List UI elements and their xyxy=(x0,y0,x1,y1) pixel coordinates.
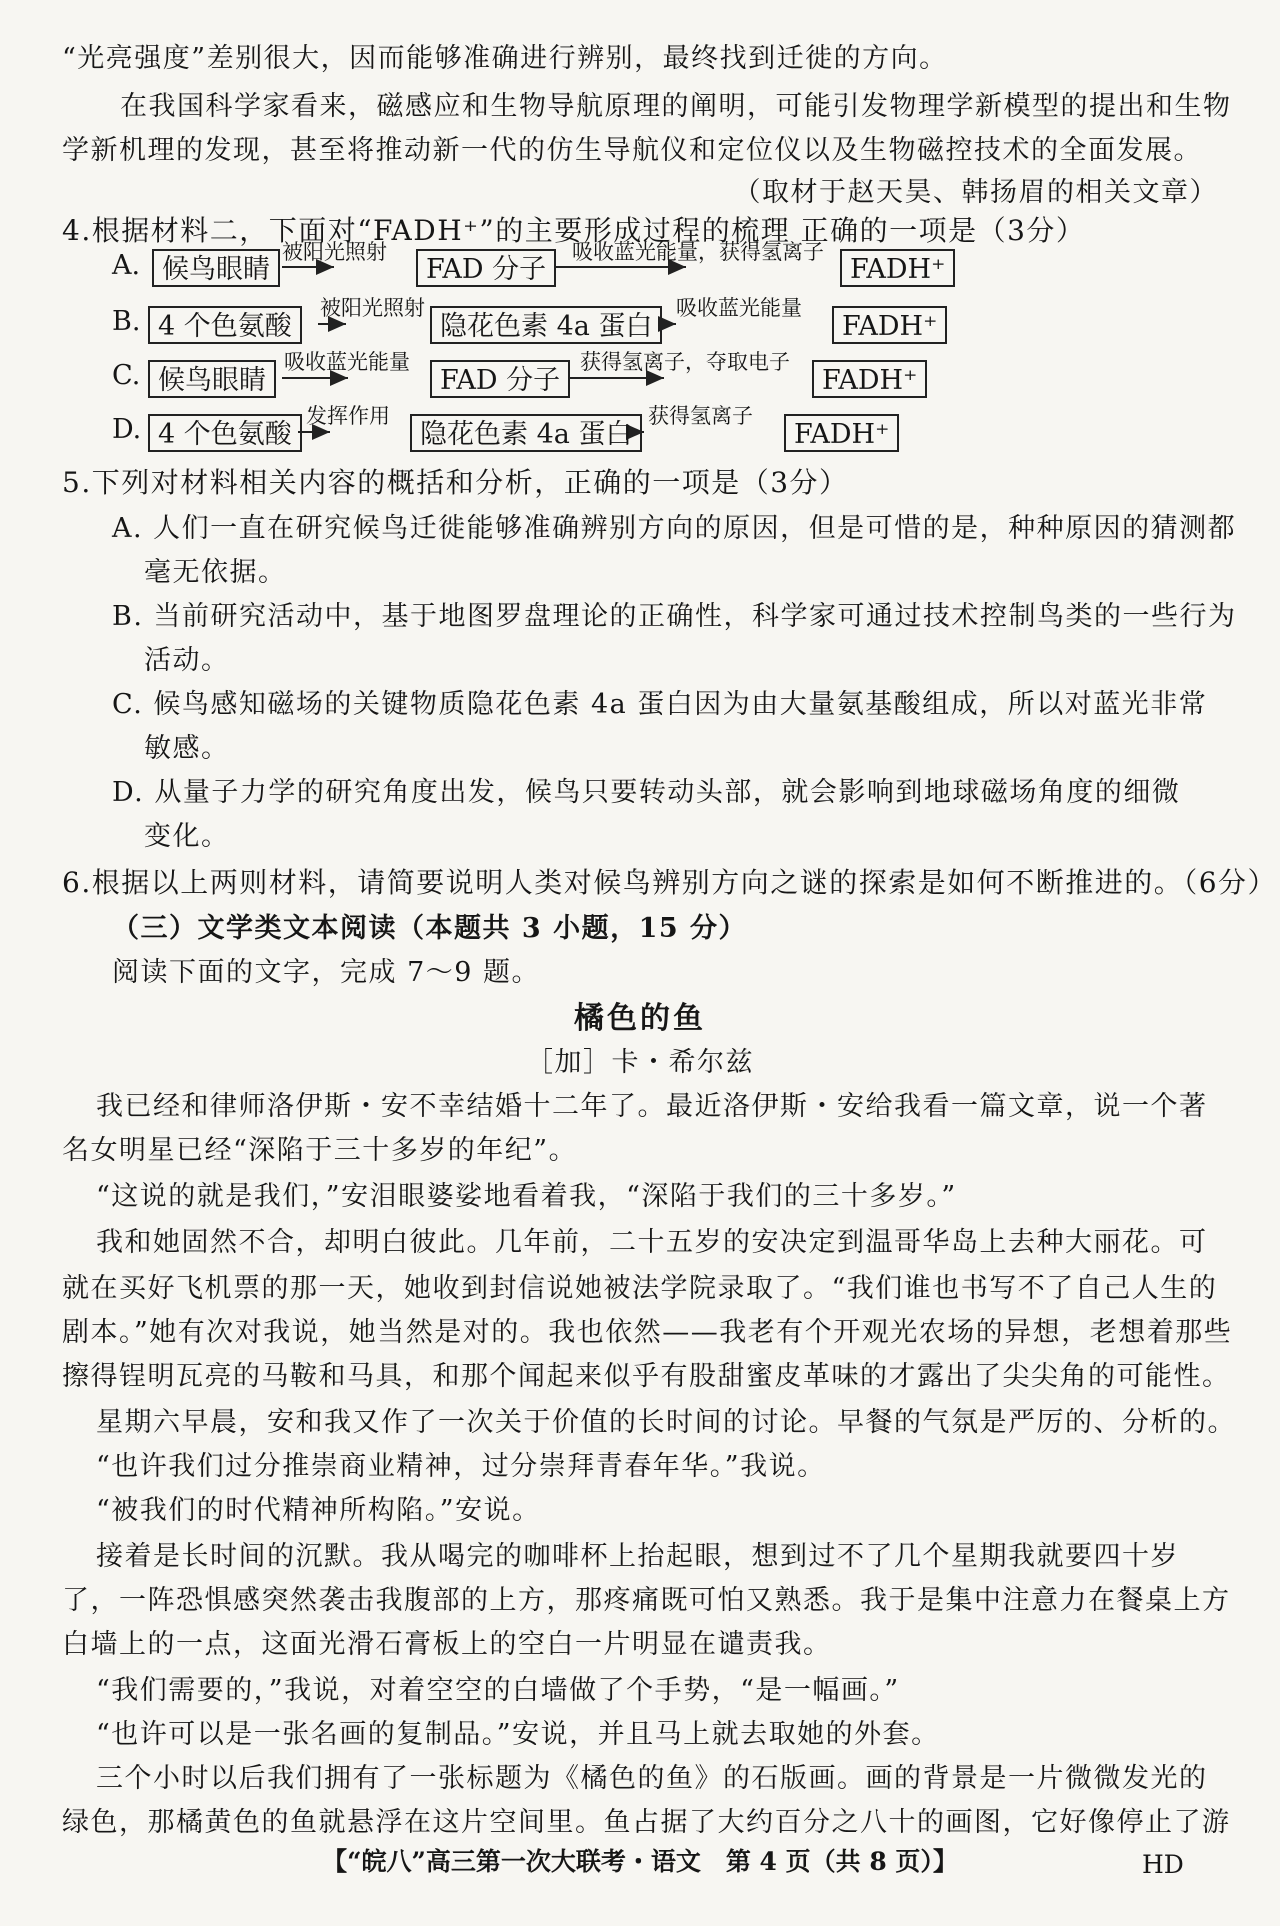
option-line: B. 当前研究活动中，基于地图罗盘理论的正确性，科学家可通过技术控制鸟类的一些行为 xyxy=(112,601,1237,632)
option-a-label-2: 吸收蓝光能量，获得氢离子 xyxy=(572,240,824,264)
option-line: C. 候鸟感知磁场的关键物质隐花色素 4a 蛋白因为由大量氨基酸组成，所以对蓝光非常 xyxy=(112,689,1208,720)
option-line: D. 从量子力学的研究角度出发，候鸟只要转动头部，就会影响到地球磁场角度的细微 xyxy=(112,777,1181,808)
option-c-label-2: 获得氢离子，夺取电子 xyxy=(580,350,790,374)
option-c-label-1: 吸收蓝光能量 xyxy=(284,350,410,374)
question-6-stem: 6.根据以上两则材料，请简要说明人类对候鸟辨别方向之谜的探索是如何不断推进的。（6分） xyxy=(62,866,1278,899)
option-d-box-1: 4 个色氨酸 xyxy=(148,414,302,452)
question-4-stem: 4.根据材料二，下面对“FADH⁺”的主要形成过程的梳理 正确的一项是（3分） xyxy=(62,214,1086,247)
story-line: 剧本。”她有次对我说，她当然是对的。我也依然——我老有个开观光农场的异想，老想着那些 xyxy=(62,1317,1233,1348)
option-c-box-1: 候鸟眼睛 xyxy=(148,360,276,398)
option-b-letter: B. xyxy=(112,306,141,337)
story-line: 就在买好飞机票的那一天，她收到封信说她被法学院录取了。“我们谁也书写不了自己人生的 xyxy=(62,1273,1218,1304)
option-a-box-3: FADH⁺ xyxy=(840,249,955,287)
option-c-letter: C. xyxy=(112,360,141,391)
option-a-box-2: FAD 分子 xyxy=(416,249,556,287)
option-line: 毫无依据。 xyxy=(144,557,287,588)
passage-line: 学新机理的发现，甚至将推动新一代的仿生导航仪和定位仪以及生物磁控技术的全面发展。 xyxy=(62,135,1202,166)
option-line: A. 人们一直在研究候鸟迁徙能够准确辨别方向的原因，但是可惜的是，种种原因的猜测都 xyxy=(112,513,1237,544)
option-c-box-2: FAD 分子 xyxy=(430,360,570,398)
source-citation: （取材于赵天昊、韩扬眉的相关文章） xyxy=(733,177,1218,208)
option-d-box-2: 隐花色素 4a 蛋白 xyxy=(410,414,642,452)
story-line: 我和她固然不合，却明白彼此。几年前，二十五岁的安决定到温哥华岛上去种大丽花。可 xyxy=(96,1227,1208,1258)
story-line: 擦得锃明瓦亮的马鞍和马具，和那个闻起来似乎有股甜蜜皮革味的才露出了尖尖角的可能性。 xyxy=(62,1361,1231,1392)
story-line: 星期六早晨，安和我又作了一次关于价值的长时间的讨论。早餐的气氛是严厉的、分析的。 xyxy=(96,1407,1236,1438)
story-title: 橘色的鱼 xyxy=(574,1001,706,1036)
story-line: 了，一阵恐惧感突然袭击我腹部的上方，那疼痛既可怕又熟悉。我于是集中注意力在餐桌上方 xyxy=(62,1585,1231,1616)
option-a-letter: A. xyxy=(112,250,141,281)
story-line: “我们需要的，”我说，对着空空的白墙做了个手势，“是一幅画。” xyxy=(96,1675,900,1706)
page-footer: 【“皖八”高三第一次大联考・语文 第 4 页（共 8 页）】 xyxy=(322,1847,958,1876)
option-b-box-3: FADH⁺ xyxy=(832,306,947,344)
story-line: “也许我们过分推崇商业精神，过分崇拜青春年华。”我说。 xyxy=(96,1451,826,1482)
story-line: “被我们的时代精神所构陷。”安说。 xyxy=(96,1495,541,1526)
option-b-box-2: 隐花色素 4a 蛋白 xyxy=(430,306,662,344)
story-line: 三个小时以后我们拥有了一张标题为《橘色的鱼》的石版画。画的背景是一片微微发光的 xyxy=(96,1763,1208,1794)
section-instruction: 阅读下面的文字，完成 7～9 题。 xyxy=(112,957,541,988)
option-line: 变化。 xyxy=(144,821,230,852)
option-d-label-2: 获得氢离子 xyxy=(648,404,753,428)
story-line: 白墙上的一点，这面光滑石膏板上的空白一片明显在谴责我。 xyxy=(62,1629,832,1660)
footer-code: HD xyxy=(1142,1850,1184,1879)
option-d-box-3: FADH⁺ xyxy=(784,414,899,452)
option-b-box-1: 4 个色氨酸 xyxy=(148,306,302,344)
option-c-box-3: FADH⁺ xyxy=(812,360,927,398)
option-d-letter: D. xyxy=(112,414,142,445)
question-5-stem: 5.下列对材料相关内容的概括和分析，正确的一项是（3分） xyxy=(62,466,849,499)
story-line: 绿色，那橘黄色的鱼就悬浮在这片空间里。鱼占据了大约百分之八十的画图，它好像停止了游 xyxy=(62,1807,1231,1838)
story-line: “这说的就是我们，”安泪眼婆娑地看着我，“深陷于我们的三十多岁。” xyxy=(96,1181,957,1212)
option-b-label-2: 吸收蓝光能量 xyxy=(676,296,802,320)
passage-line: “光亮强度”差别很大，因而能够准确进行辨别，最终找到迁徙的方向。 xyxy=(62,43,948,74)
story-line: 我已经和律师洛伊斯・安不幸结婚十二年了。最近洛伊斯・安给我看一篇文章，说一个著 xyxy=(96,1091,1208,1122)
story-author: ［加］卡・希尔兹 xyxy=(526,1047,754,1078)
option-a-label-1: 被阳光照射 xyxy=(282,240,387,264)
story-line: “也许可以是一张名画的复制品。”安说，并且马上就去取她的外套。 xyxy=(96,1719,940,1750)
section-heading: （三）文学类文本阅读（本题共 3 小题，15 分） xyxy=(112,913,748,944)
option-line: 活动。 xyxy=(144,645,230,676)
option-line: 敏感。 xyxy=(144,733,230,764)
story-line: 名女明星已经“深陷于三十多岁的年纪”。 xyxy=(62,1135,578,1166)
passage-line: 在我国科学家看来，磁感应和生物导航原理的阐明，可能引发物理学新模型的提出和生物 xyxy=(120,91,1232,122)
option-a-box-1: 候鸟眼睛 xyxy=(152,249,280,287)
option-b-label-1: 被阳光照射 xyxy=(320,296,425,320)
story-line: 接着是长时间的沉默。我从喝完的咖啡杯上抬起眼，想到过不了几个星期我就要四十岁 xyxy=(96,1541,1179,1572)
option-d-label-1: 发挥作用 xyxy=(306,404,390,428)
